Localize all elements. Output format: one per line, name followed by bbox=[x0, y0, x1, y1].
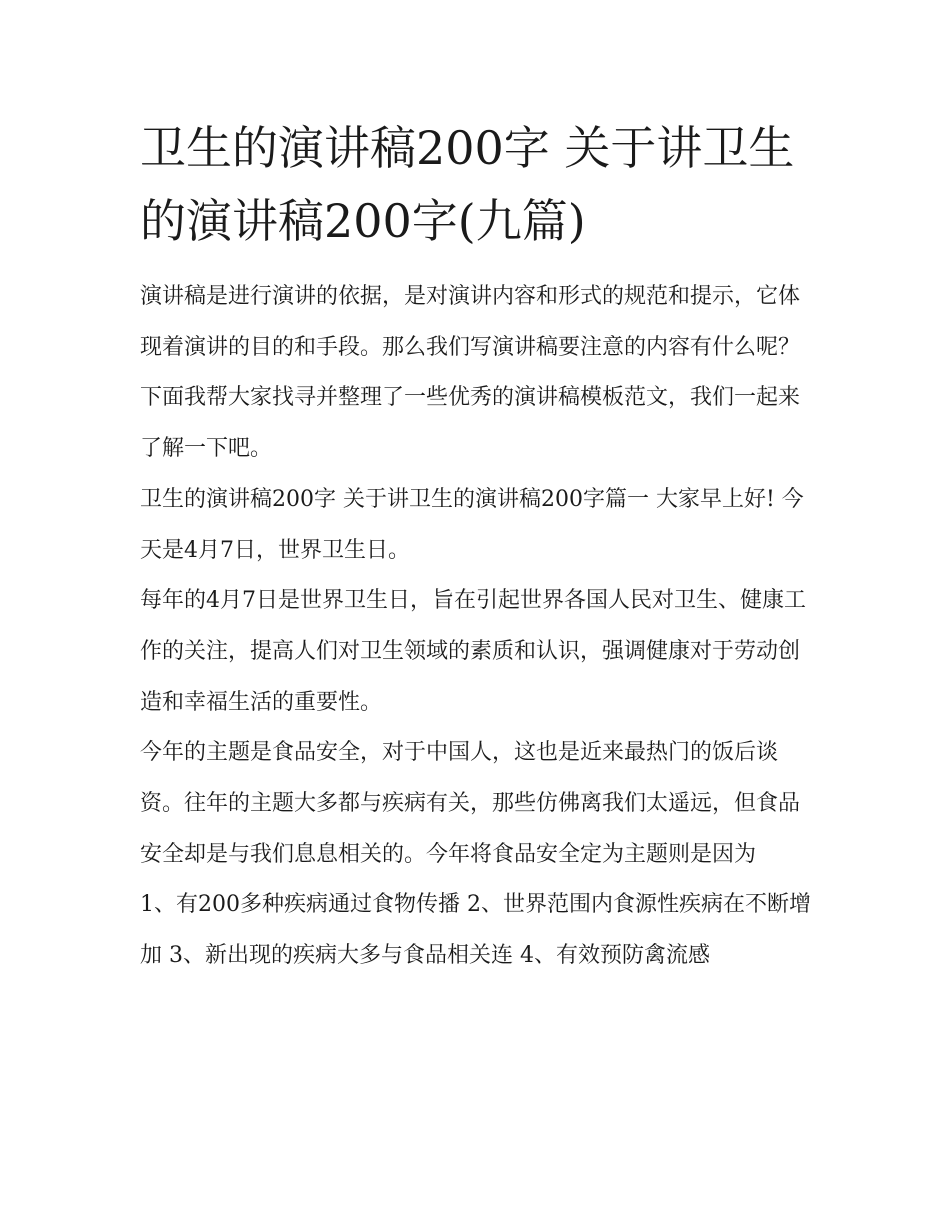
paragraph-food-safety-theme: 今年的主题是食品安全，对于中国人，这也是近来最热门的饭后谈资。往年的主题大多都与疾病有关，那些仿佛离我们太遥远，但食品安全却是与我们息息相关的。今年将食品安全定为主题则是因为 bbox=[140, 740, 801, 867]
document-page bbox=[140, 112, 812, 982]
paragraph-intro: 演讲稿是进行演讲的依据，是对演讲内容和形式的规范和提示，它体现着演讲的目的和手段。那么我们写演讲稿要注意的内容有什么呢？下面我帮大家找寻并整理了一些优秀的演讲稿模板范文，我们一起来了解一下吧。 bbox=[140, 284, 801, 462]
paragraph-reasons-list: 1、有200多种疾病通过食物传播 2、世界范围内食源性疾病在不断增加 3、新出现的疾病大多与食品相关连 4、有效预防禽流感 bbox=[140, 892, 811, 969]
paragraph-world-health-day: 每年的4月7日是世界卫生日，旨在引起世界各国人民对卫生、健康工作的关注，提高人们对卫生领域的素质和认识，强调健康对于劳动创造和幸福生活的重要性。 bbox=[140, 588, 806, 715]
paragraph-greeting: 卫生的演讲稿200字 关于讲卫生的演讲稿200字篇一 大家早上好! 今天是4月7日，世界卫生日。 bbox=[140, 486, 804, 563]
document-title: 卫生的演讲稿200字 关于讲卫生的演讲稿200字(九篇) bbox=[140, 121, 795, 248]
